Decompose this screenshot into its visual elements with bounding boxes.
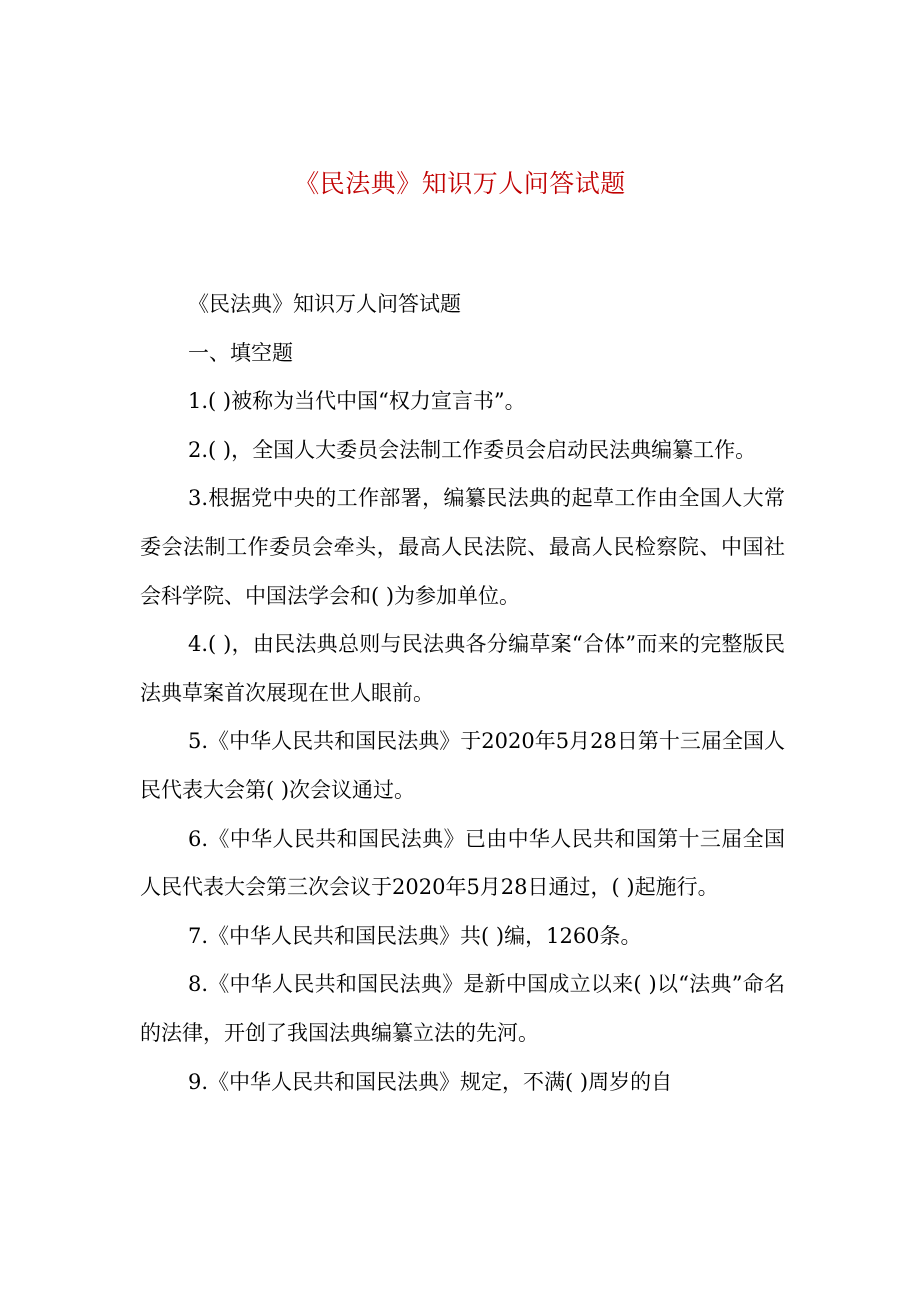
question-7: 7.《中华人民共和国民法典》共( )编，1260条。 (188, 923, 642, 948)
question-5: 5.《中华人民共和国民法典》于2020年5月28日第十三届全国人民代表大会第( )次会议通过。 (140, 729, 785, 802)
question-4: 4.( )，由民法典总则与民法典各分编草案“合体”而来的完整版民法典草案首次展现在世人眼前。 (140, 632, 785, 705)
question-8: 8.《中华人民共和国民法典》是新中国成立以来( )以“法典”命名的法律，开创了我国法典编纂立法的先河。 (140, 972, 785, 1045)
question-6: 6.《中华人民共和国民法典》已由中华人民共和国第十三届全国人民代表大会第三次会议于2020年5月28日通过，( )起施行。 (140, 826, 785, 900)
section-heading: 一、填空题 (188, 340, 293, 365)
body-subtitle: 《民法典》知识万人问答试题 (188, 292, 461, 316)
question-3: 3.根据党中央的工作部署，编纂民法典的起草工作由全国人大常委会法制工作委员会牵头，最高人民法院、最高人民检察院、中国社会科学院、中国法学会和( )为参加单位。 (140, 486, 785, 608)
document-title: 《民法典》知识万人问答试题 (294, 169, 626, 198)
question-2: 2.( )，全国人大委员会法制工作委员会启动民法典编纂工作。 (188, 437, 757, 462)
question-9: 9.《中华人民共和国民法典》规定，不满( )周岁的自 (188, 1069, 673, 1094)
question-1: 1.( )被称为当代中国“权力宣言书”。 (188, 389, 526, 414)
document-body (140, 280, 785, 1106)
